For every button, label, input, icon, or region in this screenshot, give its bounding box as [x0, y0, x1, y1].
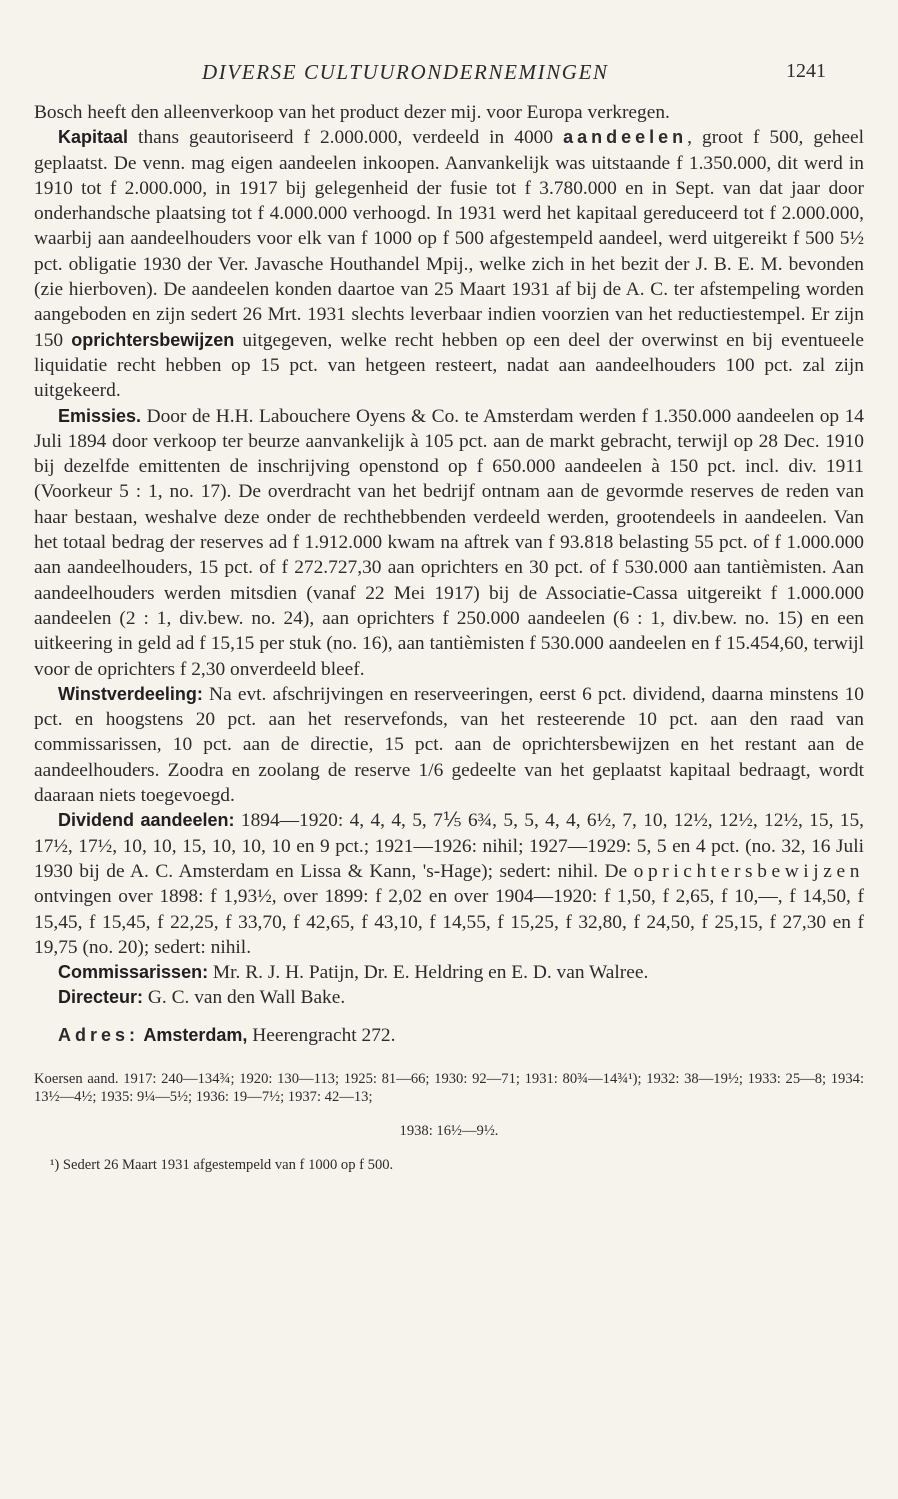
winstverdeeling-label: Winstverdeeling: — [58, 683, 203, 704]
paragraph-commissarissen — [34, 960, 864, 985]
adres-label: Adres: — [58, 1024, 140, 1045]
kapitaal-text-3: uitgegeven, welke recht hebben op een deel der overwinst en bij eventueele liquidatie recht hebben op 15 pct. van hetgeen resteert, nadat aan aandeelhouders 100 pct. zal zijn uitgekeerd. — [34, 329, 864, 402]
dividend-text-1: 1894—1920: 4, 4, 4, 5, 7⅕ 6¾, 5, 5, 4, 4, 6½, 7, 10, 12½, 12½, 12½, 15, 15, 17½, 17½, 10, 10, 15, 10, 10, 10 en 9 pct.; 1921—1926: nihil; 1927—1929: 5, 5 en 4 pct. (no. 32, 16 Juli 1930 bij de A. C. Amsterdam en Lissa & Kann, 's-Hage); sedert: nihil. De — [34, 810, 864, 882]
adres-city: Amsterdam, — [139, 1024, 248, 1045]
oprichtersbewijzen-bold: oprichtersbewijzen — [71, 329, 235, 350]
kapitaal-text-2: , groot f 500, geheel geplaatst. De venn. mag eigen aandeelen inkoopen. Aanvankelijk was uitstaande f 1.350.000, dit werd in 1910 tot f 2.000.000, in 1917 bij gelegenheid der fusie tot f 3.780.000 en in Sept. van dat jaar door onderhandsche plaatsing tot f 4.000.000 verhoogd. In 1931 werd het kapitaal gereduceerd tot f 2.000.000, waarbij aan aandeelhouders voor elk van f 1000 op f 500 afgestempeld aandeel, werd uitgereikt f 500 5½ pct. obligatie 1930 der Ver. Javasche Houthandel Mpij., welke zich in het bezit der J. B. E. M. bevonden (zie hierboven). De aandeelen konden daartoe van 25 Maart 1931 af bij de A. C. ter afstempeling worden aangeboden en zijn sedert 26 Mrt. 1931 slechts leverbaar indien voorzien van het reductiestempel. Er zijn 150 — [34, 127, 864, 351]
winstverdeeling-text: Na evt. afschrijvingen en reserveeringen, eerst 6 pct. dividend, daarna minstens 10 pct. en hoogstens 20 pct. aan het reservefonds, van het resteerende 10 pct. aan den raad van commissarissen, 10 pct. aan de directie, 15 pct. aan de oprichtersbewijzen en het restant aan de aandeelhouders. Zoodra en zoolang de reserve 1/6 gedeelte van het geplaatst kapitaal bedraagt, wordt daaraan niets toegevoegd. — [34, 683, 864, 807]
kapitaal-text-1: thans geautoriseerd f 2.000.000, verdeeld in 4000 — [128, 127, 564, 149]
paragraph-dividend — [34, 808, 864, 960]
page-number: 1241 — [786, 60, 826, 82]
koersen-text: Koersen aand. 1917: 240—134¾; 1920: 130—113; 1925: 81—66; 1930: 92—71; 1931: 80¾—14¾¹); 1932: 38—19½; 1933: 25—8; 1934: 13½—4½; 1935: 9¼—5½; 1936: 19—7½; 1937: 42—13; — [34, 1070, 864, 1106]
page-header — [34, 60, 864, 94]
directeur-label: Directeur: — [58, 987, 144, 1008]
spacer — [34, 1011, 864, 1023]
kapitaal-spaced: aandeelen — [563, 127, 688, 148]
emissies-text: Door de H.H. Labouchere Oyens & Co. te Amsterdam werden f 1.350.000 aandeelen op 14 Juli 1894 door verkoop ter beurze aanvankelijk à 105 pct. aan de markt gebracht, terwijl op 28 Dec. 1910 bij dezelfde emittenten de inschrijving openstond op f 650.000 aandeelen à 150 pct. incl. div. 1911 (Voorkeur 5 : 1, no. 17). De overdracht van het bedrijf ontnam aan de gevormde reserves de reden van haar bestaan, weshalve deze onder de rechthebbenden verdeeld werden, grootendeels in aandeelen. Van het totaal bedrag der reserves ad f 1.912.000 kwam na aftrek van f 93.818 belasting 55 pct. of f 1.000.000 aan aandeelhouders, 15 pct. of f 272.727,30 aan oprichters en 30 pct. of f 530.000 aan tantièmisten. Aan aandeelhouders werden mitsdien (vanaf 22 Mei 1917) bij de Associatie-Cassa uitgereikt f 1.000.000 aandeelen (2 : 1, div.bew. no. 24), aan oprichters f 250.000 aandeelen (6 : 1, div.bew. no. 15) en een uitkeering in geld ad f 15,15 per stuk (no. 16), aan tantièmisten f 530.000 aandeelen en f 15.454,60, terwijl voor de oprichters f 2,30 onverdeeld bleef. — [34, 405, 864, 680]
koersen-paragraph — [34, 1070, 864, 1107]
paragraph-emissies — [34, 404, 864, 682]
paragraph-kapitaal — [34, 125, 864, 403]
paragraph-adres — [34, 1023, 864, 1048]
dividend-label: Dividend aandeelen: — [58, 810, 235, 831]
running-title: DIVERSE CULTUURONDERNEMINGEN — [202, 60, 609, 84]
commissarissen-text: Mr. R. J. H. Patijn, Dr. E. Heldring en E. D. van Walree. — [208, 962, 649, 984]
directeur-text: G. C. van den Wall Bake. — [143, 987, 346, 1009]
footnote: ¹) Sedert 26 Maart 1931 afgestempeld van f 1000 op f 500. — [50, 1157, 394, 1174]
paragraph-intro — [34, 100, 864, 125]
dividend-text-2: ontvingen over 1898: f 1,93½, over 1899: f 2,02 en over 1904—1920: f 1,50, f 2,65, f 10,—, f 14,50, f 15,45, f 15,45, f 22,25, f 33,70, f 42,65, f 43,10, f 14,55, f 15,25, f 32,80, f 24,50, f 25,15, f 27,30 en f 19,75 (no. 20); sedert: nihil. — [34, 886, 864, 958]
kapitaal-label: Kapitaal — [58, 127, 129, 148]
emissies-label: Emissies. — [58, 405, 142, 426]
paragraph-directeur — [34, 985, 864, 1010]
paragraph-winstverdeeling — [34, 682, 864, 808]
commissarissen-label: Commissarissen: — [58, 962, 209, 983]
adres-text: Heerengracht 272. — [247, 1024, 396, 1046]
paragraph-intro-text: Bosch heeft den alleenverkoop van het product dezer mij. voor Europa verkregen. — [34, 102, 670, 123]
koersen-last-line: 1938: 16½—9½. — [399, 1122, 499, 1139]
dividend-spaced: oprichtersbewijzen — [633, 860, 864, 882]
